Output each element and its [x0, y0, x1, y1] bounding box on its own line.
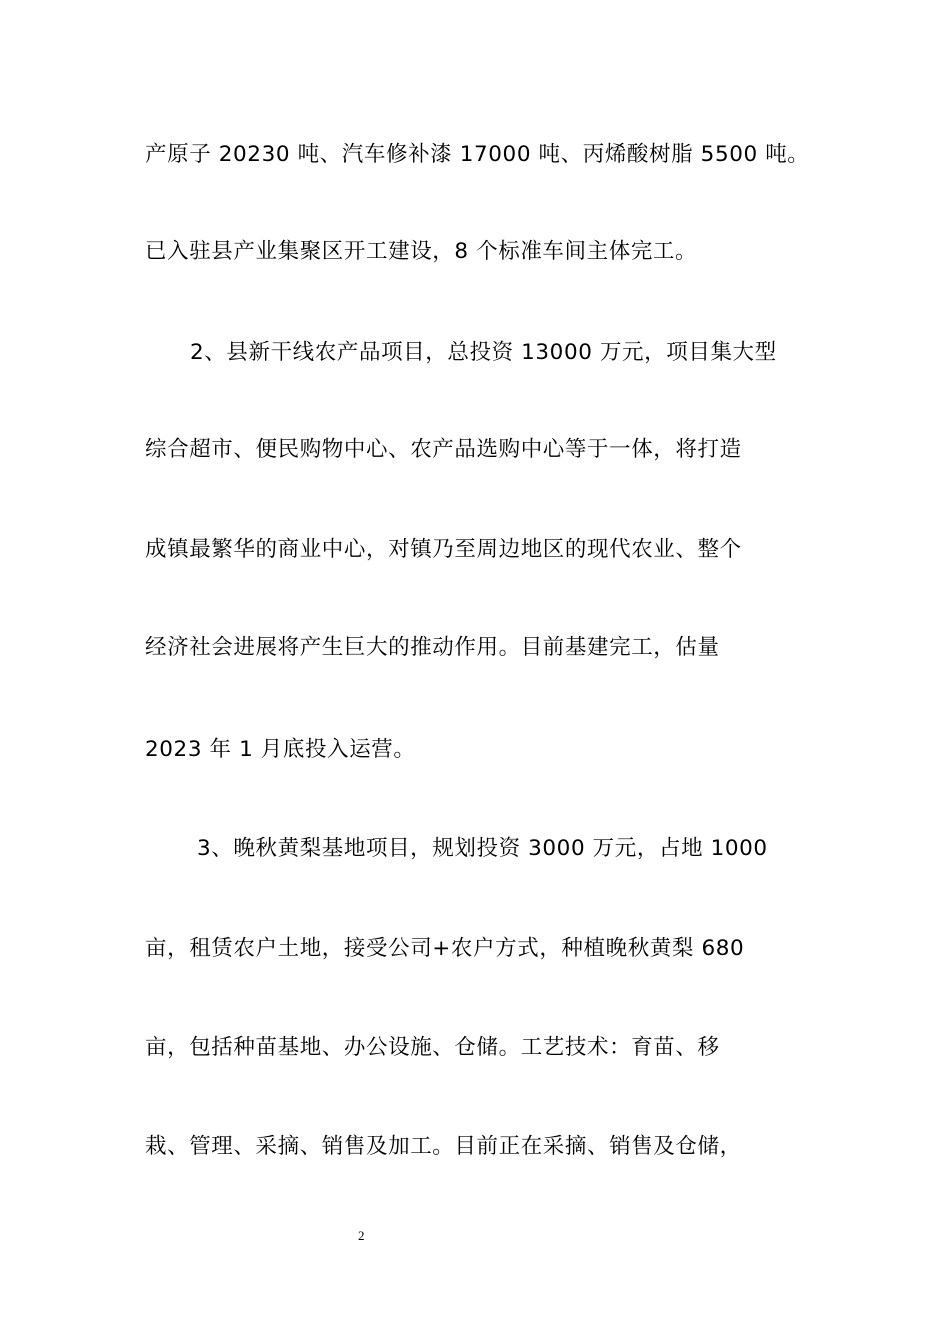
page-number: 2	[358, 1228, 365, 1243]
text-line: 亩，包括种苗基地、办公设施、仓储。工艺技术：育苗、移	[145, 1035, 720, 1060]
text-line: 经济社会进展将产生巨大的推动作用。目前基建完工，估量	[145, 635, 720, 660]
text-line: 2023 年 1 月底投入运营。	[145, 737, 416, 762]
text-line: 3、晚秋黄梨基地项目，规划投资 3000 万元，占地 1000	[197, 836, 768, 861]
text-line: 产原子 20230 吨、汽车修补漆 17000 吨、丙烯酸树脂 5500 吨。	[145, 142, 810, 167]
text-line: 成镇最繁华的商业中心，对镇乃至周边地区的现代农业、整个	[145, 537, 742, 562]
text-line: 亩，租赁农户土地，接受公司+农户方式，种植晚秋黄梨 680	[145, 936, 745, 961]
text-line: 栽、管理、采摘、销售及加工。目前正在采摘、销售及仓储，	[145, 1134, 742, 1159]
text-line: 已入驻县产业集聚区开工建设，8 个标准车间主体完工。	[145, 239, 698, 264]
text-line: 综合超市、便民购物中心、农产品选购中心等于一体，将打造	[145, 437, 742, 462]
text-line: 2、县新干线农产品项目，总投资 13000 万元，项目集大型	[190, 340, 777, 365]
